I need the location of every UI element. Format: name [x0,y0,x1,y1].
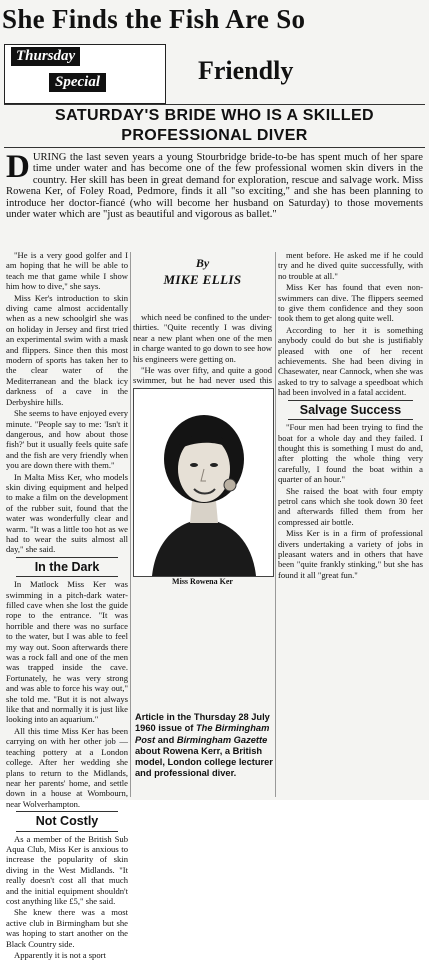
col2-para-1: which need be confined to the under-thirties. "Quite recently I was diving near a new plant when one of the men in charge wanted to go down to see how his engineers were getting on. [133,312,272,364]
headline-line1: She Finds the Fish Are So [2,4,306,34]
col1-dark-para-2: All this time Miss Ker has been carrying on with her other job — teaching pottery at a London college. After her wedding she plans to return to the Midlands, near her parents' home, and settle down in a house at Wombourn, near Wolverhampton. [6,725,128,809]
section-rule [288,400,413,401]
intro-text: URING the last seven years a young Stourbridge bride-to-be has spent much of her spare time under water and has become one of the few professional women skin divers in the country. Her skill has been in great demand for exploration, rescue and salvage work. Miss Rowena Ker, of Foley Road, Pedmore, finds it all "so exciting," and she has been planning to introduce her doctor-fiancé (who will become her husband on Saturday) to those movements under water which are "just as beautiful and vigorous as ballet." [6,152,423,221]
col3-salvage-para-1: "Four men had been trying to find the boat for a whole day and they failed. I thought this is something I must do and, after plotting the whole thing very carefully, I found the boat within a quarter of an hour." [278,422,423,485]
source-note-prefix: Article in the Thursday 28 July 1960 issue of [135,712,270,734]
tag-thursday: Thursday [11,47,80,66]
section-heading-not-costly: Not Costly [35,814,99,829]
source-note-paper1: The Birmingham Post [135,723,270,745]
section-rule [16,811,118,812]
portrait-photo-drawing [134,389,273,576]
intro-paragraph [6,149,423,221]
col1-para-1: "He is a very good golfer and I am hoping that he will be able to teach me that game while I show him how to dive," she says. [6,250,128,292]
column-3 [278,250,423,798]
column-2 [133,312,272,386]
section-heading-salvage-success: Salvage Success [299,402,402,417]
col3-salvage-para-2: She raised the boat with four empty petrol cans which she took down 30 feet and afterwards filled them from her compressed air bottle. [278,485,423,527]
col1-costly-para-2: She knew there was a most active club in Birmingham but she was hoping to start another on the Black Country side. [6,907,128,949]
col1-costly-para-1: As a member of the British Sub Aqua Club, Miss Ker is anxious to increase the popularity of skin diving in the West Midlands. "It really doesn't cost all that much and the initial equipment shouldn't cost anything like £5," she said. [6,833,128,906]
source-note [135,712,273,780]
section-rule [288,419,413,420]
headline-rule [4,104,425,105]
subheadline-rule [4,147,425,148]
col3-para-1: ment before. He asked me if he could try and he dived quite successfully, with no trouble at all." [278,250,423,281]
section-rule [16,831,118,832]
byline-author: MIKE ELLIS [163,272,242,287]
headline-line2: Friendly [198,56,294,85]
portrait-photo [133,388,274,577]
section-rule [16,557,118,558]
source-note-paper2: Birmingham Gazette [176,734,268,745]
subheadline-line2: PROFESSIONAL DIVER [121,127,308,144]
column-divider-2 [275,252,276,797]
col1-dark-para-1: In Matlock Miss Ker was swimming in a pitch-dark water-filled cave when she lost the guide rope to the entrance. "It was horrible and there was no surface to the water, but I was able to feel my way out. Soon afterwards there was a rock fall and one of the men was trapped inside the cave. Fortunately, he was very strong and was able to force his way out," she told me. "But it is not always like that and normally it is just like looking into an aquarium." [6,579,128,725]
col1-costly-para-3: Apparently it is not a sport [14,950,106,960]
col3-para-3: According to her it is something anybody could do but she is justifiably pleased with one of her recent achievements. She had been diving in Chasewater, near Cannock, when she was asked to try to salvage a speedboat which had been involved in a fatal accident. [278,324,423,398]
column-1 [6,250,128,960]
col1-para-2: Miss Ker's introduction to skin diving came almost accidentally when as a new schoolgirl she was on holiday in Jersey and first tried an experimental swim with a mask and flippers. Since then this most modern of sports has taken her to the clear water of the Mediterranean and the black icy darkness of a cave in the Derbyshire hills. [6,292,128,407]
column-divider-1 [130,252,131,797]
byline-by: By [195,256,210,270]
subheadline-line1: SATURDAY'S BRIDE WHO IS A SKILLED [55,107,374,124]
col1-para-4: In Malta Miss Ker, who models skin diving equipment and helped to make a film on the development of the rubber suit, found that the water was wonderfully clear and warm. "It was a little too hot as we had to wear the suits almost all day," she said. [6,471,128,555]
section-heading-in-the-dark: In the Dark [34,559,100,574]
col3-para-2: Miss Ker has found that even non-swimmers can dive. The flippers seemed to give them confidence and they soon took them to get along quite well. [278,282,423,324]
source-note-middle: and [155,734,177,745]
source-note-suffix: about Rowena Kerr, a British model, London college lecturer and professional diver. [135,745,273,779]
thursday-special-tag [4,44,166,104]
col2-para-2: "He was over fifty, and quite a good swimmer, but he had never used this [133,365,272,386]
photo-caption: Miss Rowena Ker [172,577,233,586]
drop-cap: D [6,149,30,185]
col1-para-3: She seems to have enjoyed every minute. "People say to me: 'Isn't it dangerous, and how about those fish?' but it usually feels quite safe and the fish are very friendly when you are down there with them." [6,408,128,471]
tag-special: Special [49,73,106,92]
col3-salvage-para-3: Miss Ker is in a firm of professional divers undertaking a variety of jobs in pleasant waters and in others that have been "quite frankly stinking," but she has found it all "great fun." [278,528,423,580]
section-rule [16,576,118,577]
